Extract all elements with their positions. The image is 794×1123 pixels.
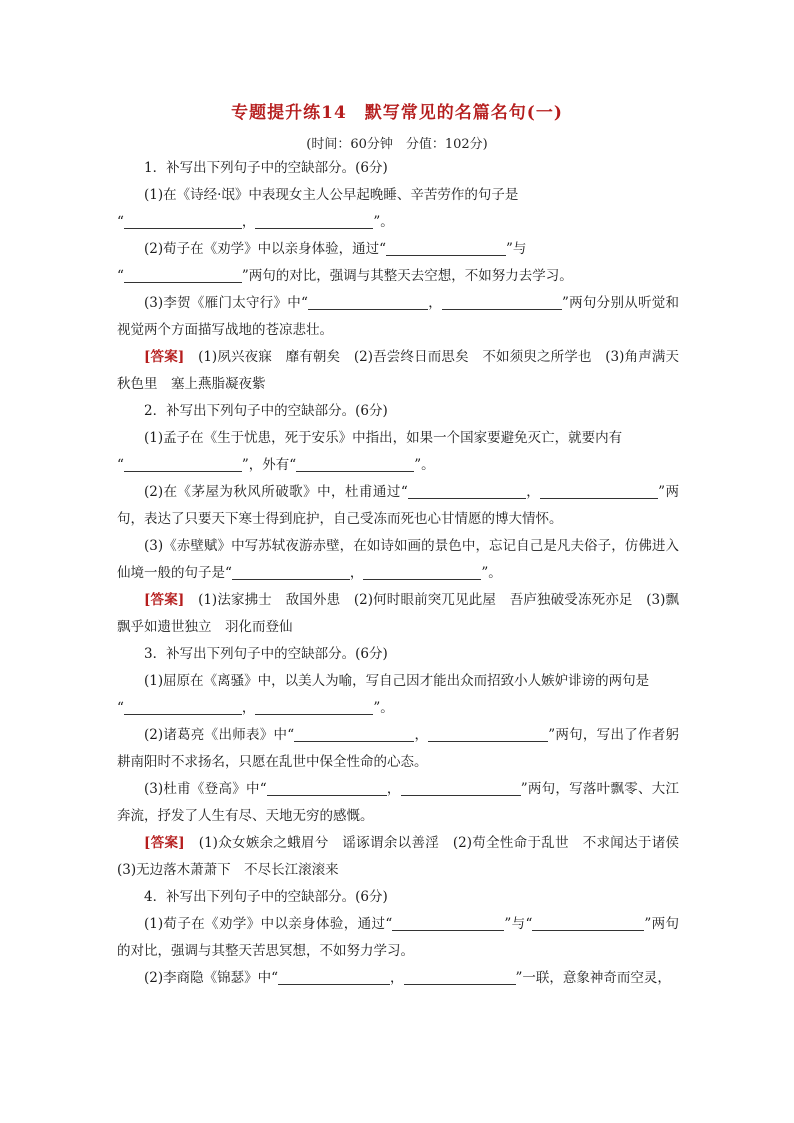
question-2-item-2: (2)在《茅屋为秋风所破歌》中，杜甫通过“ ， ”两句，表达了只要天下寒士得到庇护，自己受冻而死也心甘情愿的博大情怀。 <box>117 484 680 527</box>
question-3-stem: 3．补写出下列句子中的空缺部分。(6分) <box>144 646 388 662</box>
answer-label: [答案] <box>144 835 185 851</box>
question-2-item-1-blanks: “ ”，外有“ ”。 <box>117 457 435 473</box>
answer-blank[interactable] <box>294 725 414 742</box>
answer-blank[interactable] <box>386 239 506 256</box>
answer-label: [答案] <box>144 592 185 608</box>
question-1-item-2-cont: “ ”两句的对比，强调与其整天去空想，不如努力去学习。 <box>117 268 573 284</box>
answer-blank[interactable] <box>540 482 658 499</box>
question-2-stem: 2．补写出下列句子中的空缺部分。(6分) <box>144 403 388 419</box>
answer-blank[interactable] <box>124 455 242 472</box>
question-list <box>117 155 693 992</box>
question-1-item-1: (1)在《诗经·氓》中表现女主人公早起晚睡、辛苦劳作的句子是 <box>144 187 519 203</box>
question-3-item-1: (1)屈原在《离骚》中，以美人为喻，写自己因才能出众而招致小人嫉妒诽谤的两句是 <box>144 673 650 689</box>
answer-blank[interactable] <box>363 563 481 580</box>
answer-blank[interactable] <box>124 212 242 229</box>
answer-blank[interactable] <box>124 698 242 715</box>
question-3-item-1-blanks: “ ， ”。 <box>117 700 394 716</box>
question-1-stem: 1．补写出下列句子中的空缺部分。(6分) <box>144 160 388 176</box>
answer-blank[interactable] <box>442 293 562 310</box>
answer-blank[interactable] <box>255 698 373 715</box>
answer-blank[interactable] <box>308 293 428 310</box>
question-3-answer: [答案] (1)众女嫉余之蛾眉兮 谣诼谓余以善淫 (2)苟全性命于乱世 不求闻达于诸侯 (3)无边落木萧萧下 不尽长江滚滚来 <box>117 835 693 878</box>
question-3-item-3: (3)杜甫《登高》中“ ， ”两句，写落叶飘零、大江奔流，抒发了人生有尽、天地无穷的感慨。 <box>117 781 680 824</box>
answer-blank[interactable] <box>428 725 548 742</box>
answer-blank[interactable] <box>278 968 390 985</box>
question-4-stem: 4．补写出下列句子中的空缺部分。(6分) <box>144 889 388 905</box>
question-4-item-1: (1)荀子在《劝学》中以亲身体验，通过“ ”与“ ”两句的对比，强调与其整天苦思冥想，不如努力学习。 <box>117 916 679 959</box>
answer-blank[interactable] <box>404 968 516 985</box>
question-1-item-2: (2)荀子在《劝学》中以亲身体验，通过“ ”与 <box>144 241 527 257</box>
question-2-item-3: (3)《赤壁赋》中写苏轼夜游赤壁，在如诗如画的景色中，忘记自己是凡夫俗子，仿佛进入仙境一般的句子是“ ， ”。 <box>117 538 679 581</box>
answer-blank[interactable] <box>255 212 373 229</box>
answer-blank[interactable] <box>392 914 504 931</box>
answer-blank[interactable] <box>532 914 644 931</box>
answer-label: [答案] <box>144 349 185 365</box>
time-score-info: (时间：60分钟 分值：102分) <box>306 137 488 152</box>
answer-blank[interactable] <box>232 563 350 580</box>
question-1-item-3: (3)李贺《雁门太守行》中“ ， ”两句分别从听觉和视觉两个方面描写战地的苍凉悲壮。 <box>117 295 680 338</box>
question-3-item-2: (2)诸葛亮《出师表》中“ ， ”两句，写出了作者躬耕南阳时不求扬名，只愿在乱世中保全性命的心态。 <box>117 727 680 770</box>
question-1-item-1-blanks: “ ， ”。 <box>117 214 394 230</box>
answer-blank[interactable] <box>296 455 414 472</box>
answer-blank[interactable] <box>408 482 526 499</box>
answer-blank[interactable] <box>267 779 387 796</box>
question-1-answer: [答案] (1)夙兴夜寐 靡有朝矣 (2)吾尝终日而思矣 不如须臾之所学也 (3)角声满天秋色里 塞上燕脂凝夜紫 <box>117 349 680 392</box>
page-title: 专题提升练14 默写常见的名篇名句(一) <box>231 103 563 123</box>
question-2-item-1: (1)孟子在《生于忧患，死于安乐》中指出，如果一个国家要避免灭亡，就要内有 <box>144 430 623 446</box>
answer-blank[interactable] <box>401 779 521 796</box>
question-4-item-2: (2)李商隐《锦瑟》中“ ， ”一联，意象神奇而空灵， <box>144 970 671 986</box>
answer-blank[interactable] <box>124 266 242 283</box>
question-2-answer: [答案] (1)法家拂士 敌国外患 (2)何时眼前突兀见此屋 吾庐独破受冻死亦足 (3)飘飘乎如遗世独立 羽化而登仙 <box>117 592 680 635</box>
